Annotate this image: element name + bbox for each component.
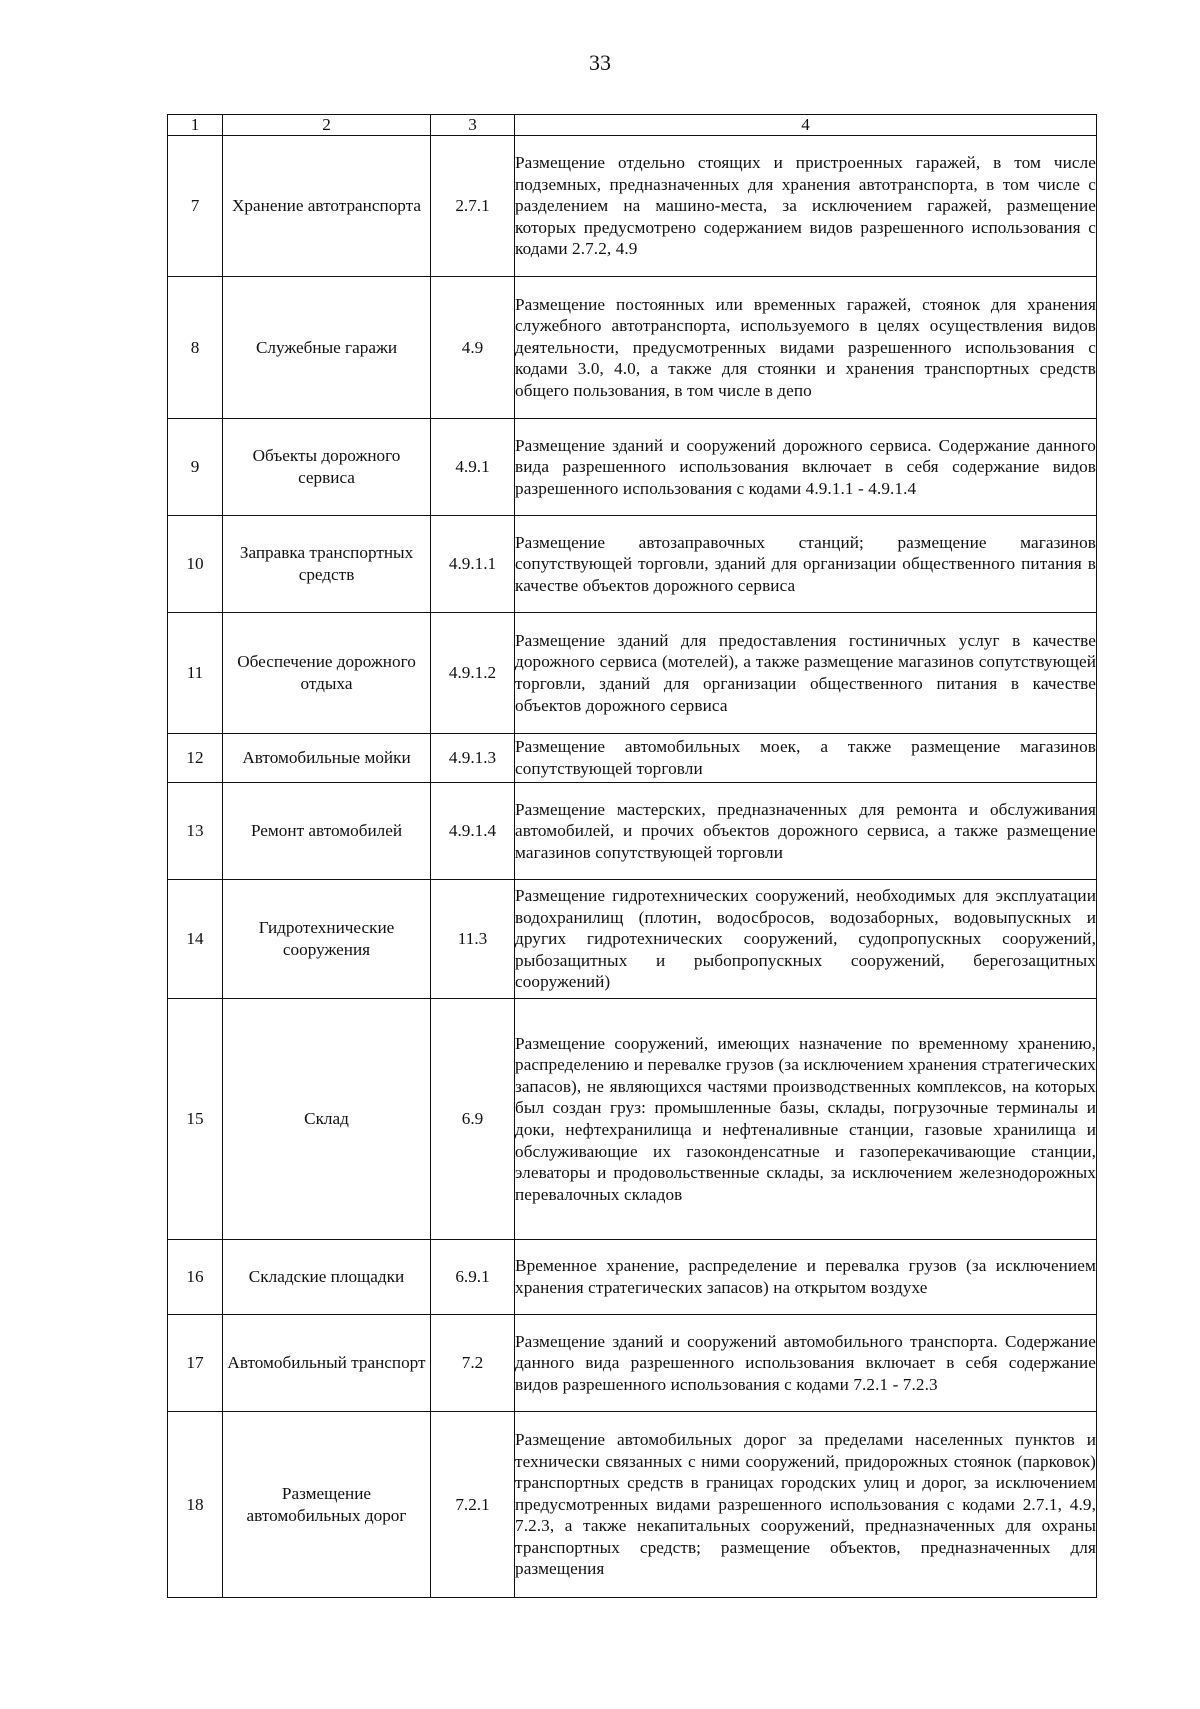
page-number: 33 [589,50,611,75]
row-number: 11 [168,613,223,734]
use-type-name: Автомобильный транспорт [223,1315,431,1412]
table-row [168,999,1097,1240]
header-col-2: 2 [223,115,431,136]
use-type-description: Размещение мастерских, предназначенных для ремонта и обслуживания автомобилей, и прочих объектов дорожного сервиса, а также размещение магазинов сопутствующей торговли [515,783,1097,880]
use-type-description: Размещение сооружений, имеющих назначение по временному хранению, распределению и перевалке грузов (за исключением хранения стратегических запасов), не являющихся частями производственных комплексов, на которых был создан груз: промышленные базы, склады, погрузочные терминалы и доки, нефтехранилища и нефтеналивные станции, газовые хранилища и обслуживающие их газоконденсатные и газоперекачивающие станции, элеваторы и продовольственные склады, за исключением железнодорожных перевалочных складов [515,999,1097,1240]
use-type-name: Ремонт автомобилей [223,783,431,880]
use-type-name: Складские площадки [223,1240,431,1315]
row-number: 13 [168,783,223,880]
use-type-code: 4.9.1.1 [431,516,515,613]
row-number: 10 [168,516,223,613]
use-type-code: 6.9 [431,999,515,1240]
table-row [168,419,1097,516]
table-row [168,880,1097,999]
row-number: 17 [168,1315,223,1412]
use-type-name: Служебные гаражи [223,277,431,419]
row-number: 14 [168,880,223,999]
row-number: 7 [168,136,223,277]
row-number: 12 [168,734,223,783]
use-type-name: Обеспечение дорожного отдыха [223,613,431,734]
use-type-code: 4.9.1.4 [431,783,515,880]
use-type-name: Гидротехнические сооружения [223,880,431,999]
row-number: 16 [168,1240,223,1315]
use-type-name: Склад [223,999,431,1240]
use-type-name: Заправка транспортных средств [223,516,431,613]
row-number: 15 [168,999,223,1240]
table-row [168,136,1097,277]
use-type-description: Размещение отдельно стоящих и пристроенных гаражей, в том числе подземных, предназначенных для хранения автотранспорта, в том числе с разделением на машино-места, за исключением гаражей, размещение которых предусмотрено содержанием видов разрешенного использования с кодами 2.7.2, 4.9 [515,136,1097,277]
use-type-code: 6.9.1 [431,1240,515,1315]
use-type-description: Размещение зданий и сооружений дорожного сервиса. Содержание данного вида разрешенного использования включает в себя содержание видов разрешенного использования с кодами 4.9.1.1 - 4.9.1.4 [515,419,1097,516]
header-col-1: 1 [168,115,223,136]
use-type-description: Размещение зданий и сооружений автомобильного транспорта. Содержание данного вида разрешенного использования включает в себя содержание видов разрешенного использования с кодами 7.2.1 - 7.2.3 [515,1315,1097,1412]
table-row [168,1315,1097,1412]
use-type-name: Хранение автотранспорта [223,136,431,277]
use-type-code: 2.7.1 [431,136,515,277]
use-type-code: 4.9.1 [431,419,515,516]
use-type-description: Размещение автомобильных моек, а также размещение магазинов сопутствующей торговли [515,734,1097,783]
use-type-description: Размещение зданий для предоставления гостиничных услуг в качестве дорожного сервиса (мотелей), а также размещение магазинов сопутствующей торговли, зданий для организации общественного питания в качестве объектов дорожного сервиса [515,613,1097,734]
table-row [168,1412,1097,1598]
use-type-name: Размещение автомобильных дорог [223,1412,431,1598]
table-row [168,734,1097,783]
row-number: 9 [168,419,223,516]
use-type-code: 4.9.1.3 [431,734,515,783]
use-type-description: Размещение автомобильных дорог за пределами населенных пунктов и технически связанных с ними сооружений, придорожных стоянок (парковок) транспортных средств в границах городских улиц и дорог, за исключением предусмотренных видами разрешенного использования с кодами 2.7.1, 4.9, 7.2.3, а также некапитальных сооружений, предназначенных для охраны транспортных средств; размещение объектов, предназначенных для размещения [515,1412,1097,1598]
use-type-description: Размещение постоянных или временных гаражей, стоянок для хранения служебного автотранспорта, используемого в целях осуществления видов деятельности, предусмотренных видами разрешенного использования с кодами 3.0, 4.0, а также для стоянки и хранения транспортных средств общего пользования, в том числе в депо [515,277,1097,419]
use-type-description: Размещение гидротехнических сооружений, необходимых для эксплуатации водохранилищ (плотин, водосбросов, водозаборных, водовыпускных и других гидротехнических сооружений, судопропускных сооружений, рыбозащитных и рыбопропускных сооружений, берегозащитных сооружений) [515,880,1097,999]
header-col-3: 3 [431,115,515,136]
table-row [168,1240,1097,1315]
use-type-name: Автомобильные мойки [223,734,431,783]
table-header-row [168,115,1097,136]
use-type-name: Объекты дорожного сервиса [223,419,431,516]
use-type-code: 7.2.1 [431,1412,515,1598]
land-use-table [167,114,1097,1598]
use-type-code: 7.2 [431,1315,515,1412]
use-type-description: Размещение автозаправочных станций; размещение магазинов сопутствующей торговли, зданий для организации общественного питания в качестве объектов дорожного сервиса [515,516,1097,613]
table-row [168,516,1097,613]
table-row [168,613,1097,734]
table-row [168,277,1097,419]
use-type-code: 4.9 [431,277,515,419]
use-type-description: Временное хранение, распределение и перевалка грузов (за исключением хранения стратегических запасов) на открытом воздухе [515,1240,1097,1315]
table-row [168,783,1097,880]
use-type-code: 4.9.1.2 [431,613,515,734]
use-type-code: 11.3 [431,880,515,999]
header-col-4: 4 [515,115,1097,136]
row-number: 18 [168,1412,223,1598]
row-number: 8 [168,277,223,419]
